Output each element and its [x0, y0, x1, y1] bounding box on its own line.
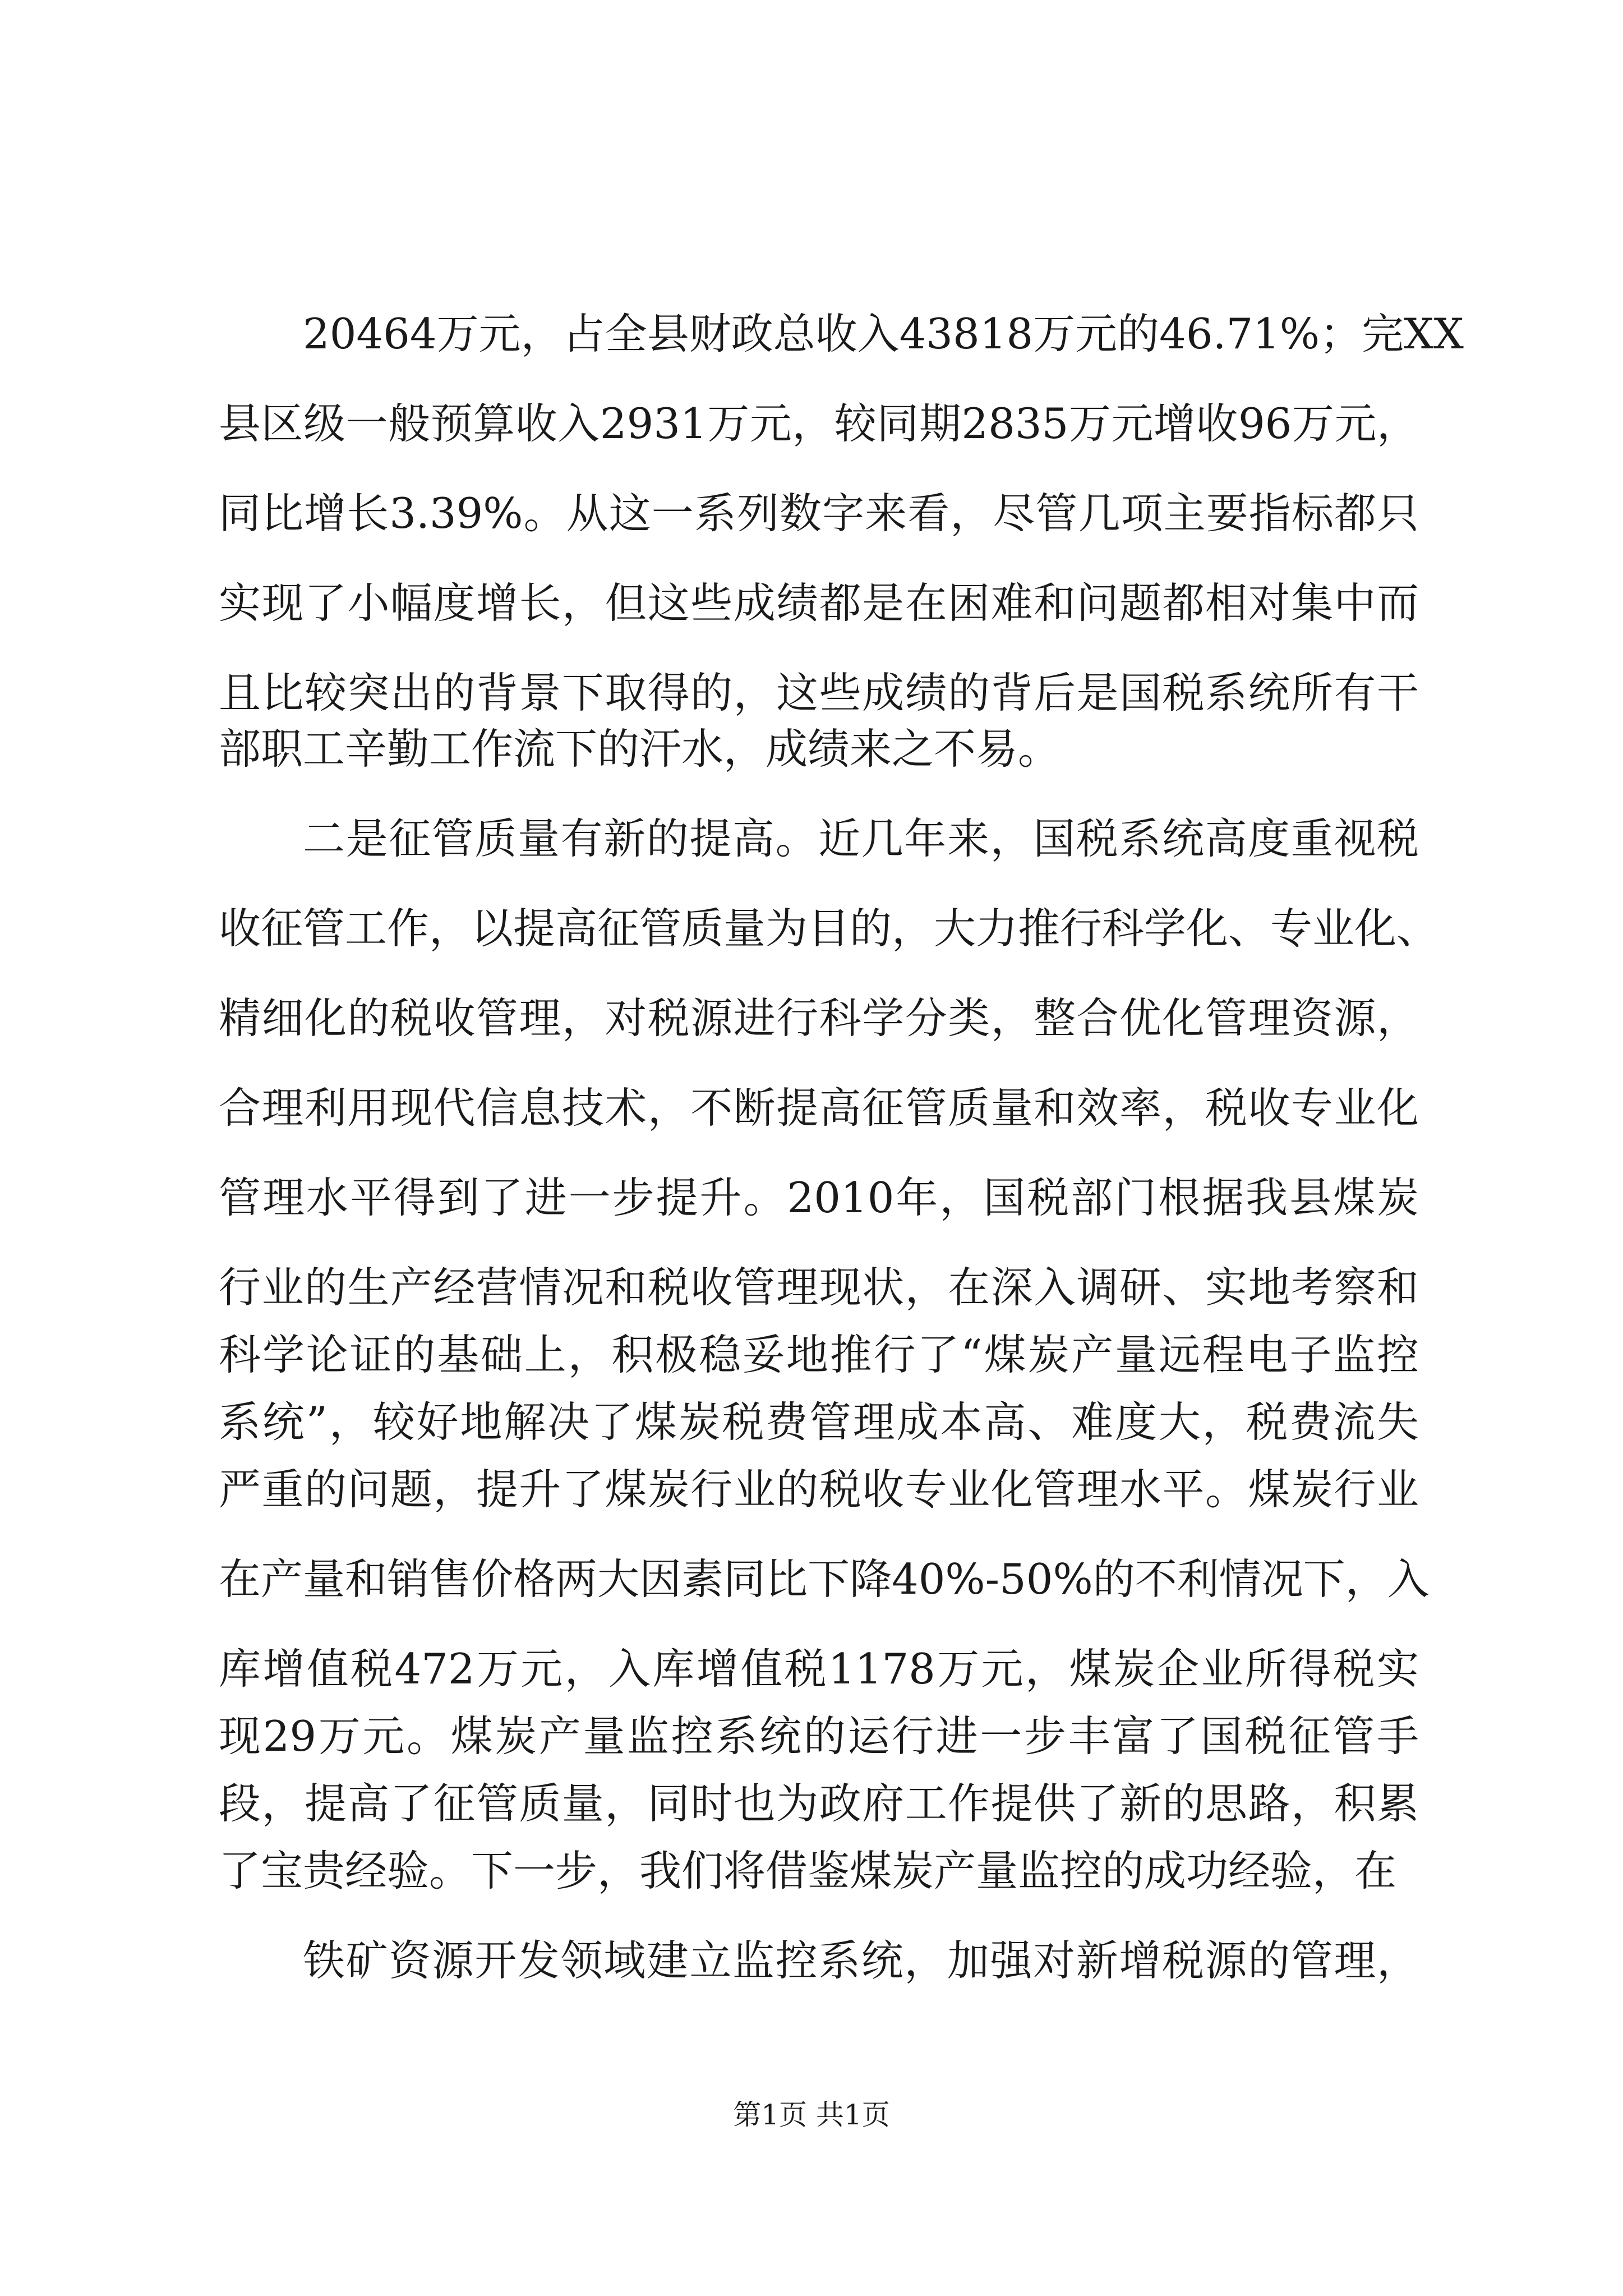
text-line: 收征管工作，以提高征管质量为目的，大力推行科学化、专业化、 — [219, 904, 1439, 953]
text-line: 管理水平得到了进一步提升。2010年，国税部门根据我县煤炭 — [219, 1173, 1419, 1222]
text-line: 科学论证的基础上，积极稳妥地推行了“煤炭产量远程电子监控 — [219, 1330, 1419, 1379]
text-line: 系统”，较好地解决了煤炭税费管理成本高、难度大，税费流失 — [219, 1397, 1419, 1447]
text-line: 段，提高了征管质量，同时也为政府工作提供了新的思路，积累 — [219, 1779, 1419, 1828]
text-line: 行业的生产经营情况和税收管理现状，在深入调研、实地考察和 — [219, 1263, 1419, 1312]
page-footer: 第1页 共1页 — [733, 2099, 890, 2131]
text-line: 精细化的税收管理，对税源进行科学分类，整合优化管理资源， — [219, 993, 1419, 1043]
text-line: 库增值税472万元，入库增值税1178万元，煤炭企业所得税实 — [219, 1644, 1419, 1694]
text-line: 且比较突出的背景下取得的，这些成绩的背后是国税系统所有干 — [219, 668, 1419, 717]
text-line: 现29万元。煤炭产量监控系统的运行进一步丰富了国税征管手 — [219, 1711, 1419, 1761]
text-line: 严重的问题，提升了煤炭行业的税收专业化管理水平。煤炭行业 — [219, 1465, 1419, 1514]
text-line: 20464万元，占全县财政总收入43818万元的46.71%；完XX — [303, 309, 1464, 358]
text-line: 铁矿资源开发领域建立监控系统，加强对新增税源的管理， — [303, 1936, 1419, 1985]
text-line: 二是征管质量有新的提高。近几年来，国税系统高度重视税 — [303, 814, 1419, 863]
text-line: 合理利用现代信息技术，不断提高征管质量和效率，税收专业化 — [219, 1083, 1419, 1133]
text-line: 同比增长3.39%。从这一系列数字来看，尽管几项主要指标都只 — [219, 489, 1419, 538]
text-line: 实现了小幅度增长，但这些成绩都是在困难和问题都相对集中而 — [219, 578, 1419, 628]
text-line: 县区级一般预算收入2931万元，较同期2835万元增收96万元， — [219, 399, 1419, 448]
text-line: 部职工辛勤工作流下的汗水，成绩来之不易。 — [219, 724, 1061, 774]
text-line: 在产量和销售价格两大因素同比下降40%-50%的不利情况下，入 — [219, 1554, 1430, 1604]
text-line: 了宝贵经验。下一步，我们将借鉴煤炭产量监控的成功经验，在 — [219, 1846, 1397, 1895]
